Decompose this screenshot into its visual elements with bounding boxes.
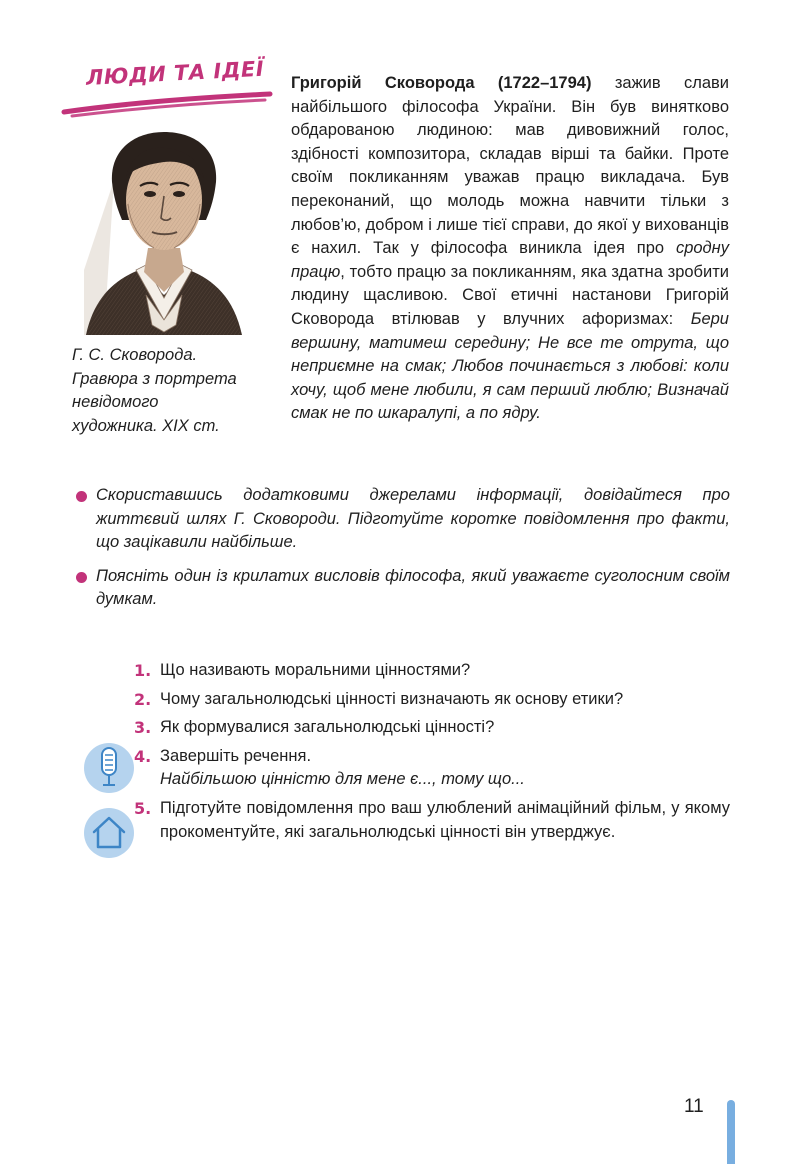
portrait-caption [72,344,272,438]
bio-name: Григорій Сковорода [291,74,475,92]
bio-years: (1722–1794) [497,74,592,92]
question-list [134,659,730,849]
biography-text [291,72,729,426]
question-number: 5. [134,798,152,818]
task-item [76,565,730,612]
question-item [134,797,730,844]
question-number: 4. [134,746,152,766]
bio-text-part2: , тобто працю за покликанням, яка здатна зробити людину щасливою. Свої етичні настанови Григорій Сковорода втілював у влучних афоризмах: [291,262,729,328]
question-text: Як формувалися загальнолюдські цінності? [160,718,495,737]
microphone-icon [84,743,134,793]
task-text: Поясніть один із крилатих висловів філософа, який уважаєте суголосним своїм думкам. [96,566,730,609]
portrait-engraving [84,120,244,335]
bio-term: сродну працю [291,239,729,281]
section-header-text: ЛЮДИ ТА ІДЕЇ [85,56,265,90]
brush-underline-icon [60,82,275,122]
section-header-tag [60,56,270,120]
question-item [134,659,730,683]
question-subtext: Найбільшою цінністю для мене є..., тому що... [160,770,525,789]
task-list [76,484,730,622]
question-number: 1. [134,661,152,680]
task-text: Скориставшись додатковими джерелами інформації, довідайтеся про життєвий шлях Г. Сковороди. Підготуйте коротке повідомлення про факти, що зацікавили найбільше. [96,486,730,552]
bio-aphorisms: Бери вершину, матимеш середину; Не все те отрута, що неприємне на смак; Любов починається з любові: коли хочу, щоб мене любили, я сам перший люблю; Визначай смак не по шкаралупі, а по ядру. [291,309,729,423]
bio-text-part1: зажив слави найбільшого філософа України. Він був винятково обдарованою людиною: мав дивовижний голос, здібності композитора, складав вірші та байки. Проте своїм покликанням уважав працю викладача. Був переконаний, що молодь можна навчити тільки з любов’ю, добром і лише тієї справи, до якої у вихованців є нахил. Так у філософа виникла ідея про [291,74,729,258]
bullet-icon [76,572,87,583]
task-item [76,484,730,555]
question-number: 2. [134,689,152,709]
question-item [134,688,730,712]
question-text: Чому загальнолюдські цінності визначають як основу етики? [160,689,624,708]
page-edge-bar [727,1100,735,1164]
question-text: Завершіть речення. [160,746,312,765]
question-number: 3. [134,718,152,738]
page-number: 11 [684,1096,704,1117]
caption-line: невідомого [72,393,159,411]
question-text: Підготуйте повідомлення про ваш улюблений анімаційний фільм, у якому прокоментуйте, які загальнолюдські цінності він утверджує. [160,798,730,841]
portrait-engraving-icon [84,120,244,335]
bullet-icon [76,491,87,502]
caption-line: художника. XIX ст. [72,416,220,435]
question-item [134,745,730,792]
question-item [134,716,730,740]
caption-line: Г. С. Сковорода. [72,346,198,364]
home-icon [84,808,134,858]
question-text: Що називають моральними цінностями? [160,661,471,679]
caption-line: Гравюра з портрета [72,369,237,388]
